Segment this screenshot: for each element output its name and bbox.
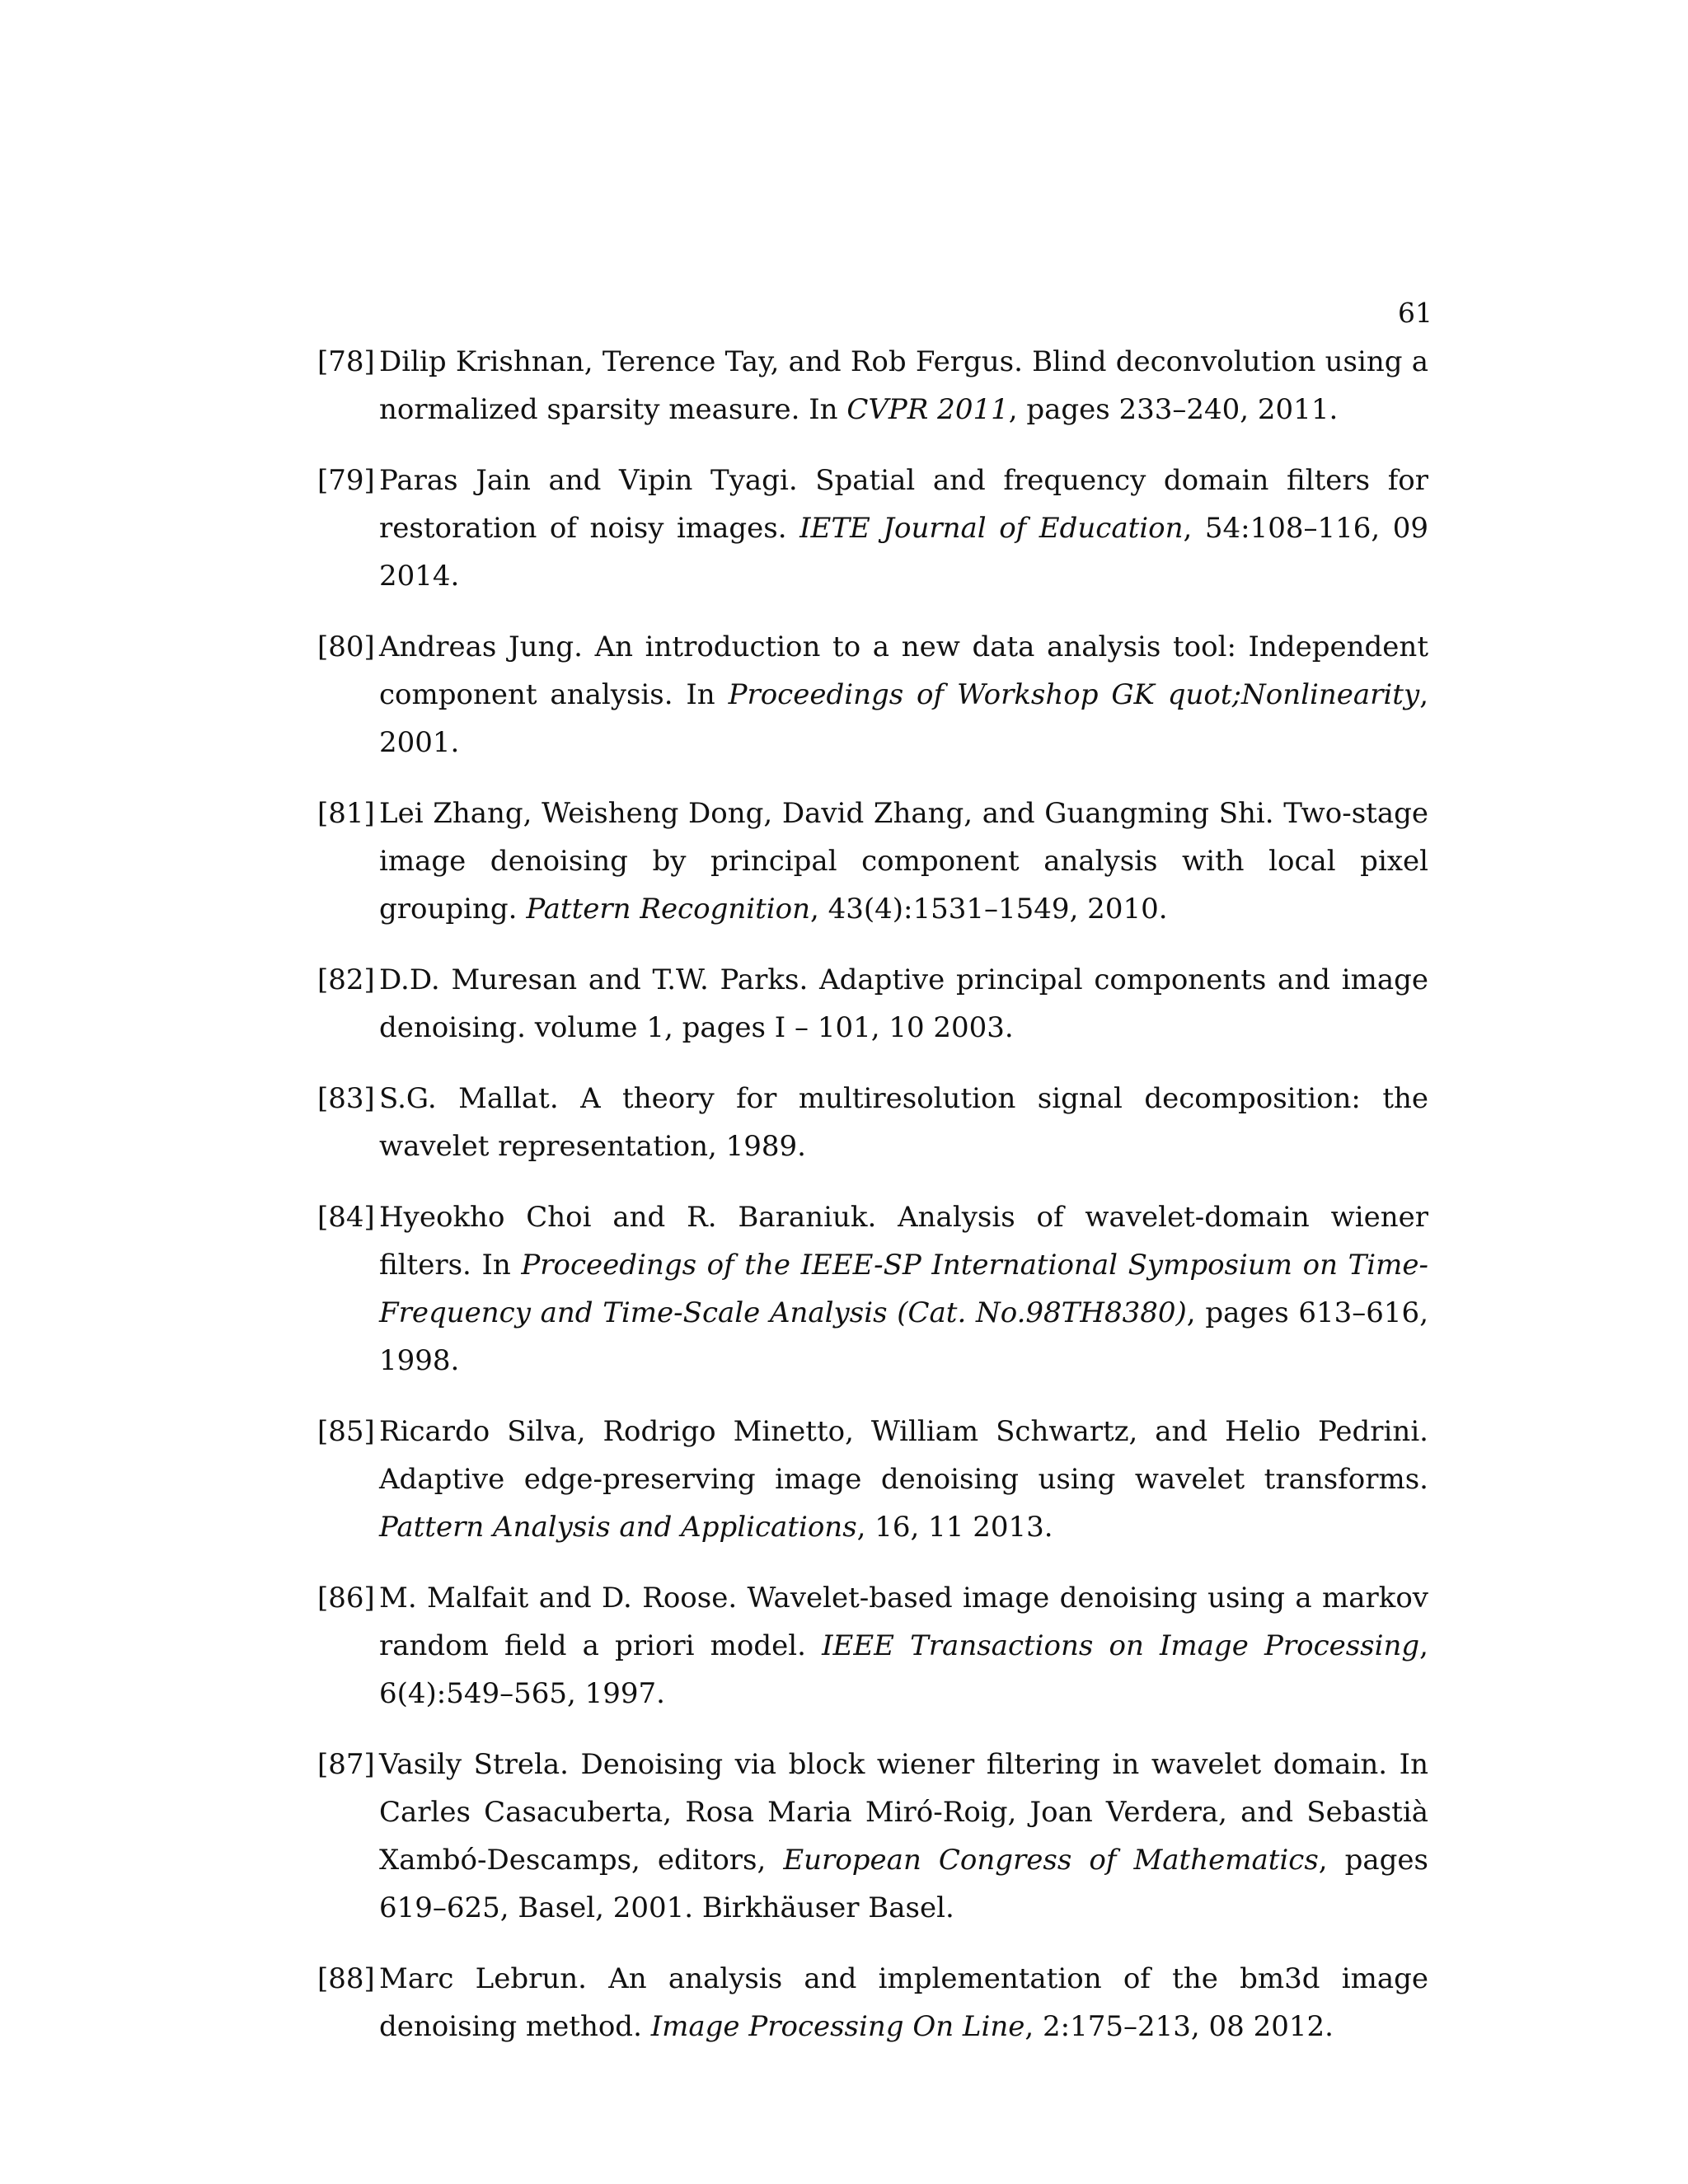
reference-authors-title: Marc Lebrun. An analysis and implementation of the bm3d image denoising method.	[379, 1962, 1428, 2043]
reference-label: [78]	[317, 345, 375, 378]
reference-venue: Proceedings of Workshop GK quot;Nonlinearity	[728, 678, 1420, 711]
reference-authors-title: D.D. Muresan and T.W. Parks. Adaptive principal components and image denoising. volume 1, pages I – 101, 10 2003.	[379, 963, 1428, 1044]
reference-text	[379, 1408, 1428, 1551]
reference-label: [85]	[317, 1415, 375, 1448]
reference-item-78	[317, 338, 1428, 434]
reference-label: [79]	[317, 464, 375, 497]
reference-label: [88]	[317, 1962, 375, 1995]
reference-item-83	[317, 1075, 1428, 1170]
reference-item-79	[317, 457, 1428, 600]
reference-label: [81]	[317, 797, 375, 830]
reference-item-82	[317, 956, 1428, 1052]
reference-text	[379, 623, 1428, 766]
reference-authors-title: Lei Zhang, Weisheng Dong, David Zhang, and Guangming Shi. Two-stage image denoising by principal component analysis with local pixel grouping.	[379, 797, 1428, 926]
reference-authors-title: Andreas Jung. An introduction to a new data analysis tool: Independent component analysis. In	[379, 630, 1428, 711]
reference-list	[317, 338, 1428, 2074]
reference-label: [87]	[317, 1748, 375, 1781]
reference-details: , 54:108–116, 09 2014.	[379, 512, 1429, 593]
reference-venue: European Congress of Mathematics	[783, 1844, 1319, 1877]
reference-details: , 2001.	[379, 678, 1428, 759]
reference-item-81	[317, 790, 1428, 933]
reference-item-87	[317, 1741, 1428, 1932]
reference-venue: Image Processing On Line	[650, 2010, 1025, 2043]
reference-authors-title: Paras Jain and Vipin Tyagi. Spatial and frequency domain filters for restoration of noisy images.	[379, 464, 1428, 545]
reference-text	[379, 338, 1428, 434]
reference-details: , pages 619–625, Basel, 2001. Birkhäuser Basel.	[379, 1844, 1428, 1924]
reference-venue: IETE Journal of Education	[799, 512, 1184, 545]
reference-authors-title: S.G. Mallat. A theory for multiresolution signal decomposition: the wavelet representation, 1989.	[379, 1082, 1428, 1163]
reference-details: , 16, 11 2013.	[856, 1511, 1053, 1544]
reference-label: [83]	[317, 1082, 375, 1115]
reference-details: , 2:175–213, 08 2012.	[1025, 2010, 1334, 2043]
reference-authors-title: M. Malfait and D. Roose. Wavelet-based image denoising using a markov random field a priori model.	[379, 1582, 1428, 1662]
reference-authors-title: Dilip Krishnan, Terence Tay, and Rob Fergus. Blind deconvolution using a normalized sparsity measure. In	[379, 345, 1428, 426]
reference-item-85	[317, 1408, 1428, 1551]
reference-label: [80]	[317, 630, 375, 663]
reference-venue: Pattern Analysis and Applications	[379, 1511, 857, 1544]
reference-details: , pages 233–240, 2011.	[1008, 393, 1339, 426]
reference-text	[379, 790, 1428, 933]
reference-text	[379, 956, 1428, 1052]
reference-text	[379, 457, 1428, 600]
reference-authors-title: Hyeokho Choi and R. Baraniuk. Analysis of wavelet-domain wiener filters. In	[379, 1201, 1428, 1282]
reference-label: [86]	[317, 1582, 375, 1615]
reference-venue: Proceedings of the IEEE-SP International Symposium on Time-Frequency and Time-Scale Analysis (Cat. No.98TH8380)	[379, 1249, 1429, 1329]
reference-text	[379, 1741, 1428, 1932]
reference-item-84	[317, 1193, 1428, 1385]
reference-authors-title: Vasily Strela. Denoising via block wiener filtering in wavelet domain. In Carles Casacuberta, Rosa Maria Miró-Roig, Joan Verdera, and Sebastià Xambó-Descamps, editors,	[379, 1748, 1428, 1877]
reference-venue: CVPR 2011	[846, 393, 1009, 426]
reference-label: [84]	[317, 1201, 375, 1234]
reference-item-86	[317, 1574, 1428, 1718]
reference-details: , 43(4):1531–1549, 2010.	[810, 893, 1168, 926]
reference-item-80	[317, 623, 1428, 766]
reference-text	[379, 1955, 1428, 2050]
reference-text	[379, 1075, 1428, 1170]
reference-authors-title: Ricardo Silva, Rodrigo Minetto, William Schwartz, and Helio Pedrini. Adaptive edge-preserving image denoising using wavelet transforms.	[379, 1415, 1428, 1496]
reference-details: , pages 613–616, 1998.	[379, 1296, 1428, 1377]
reference-venue: IEEE Transactions on Image Processing	[822, 1629, 1420, 1662]
reference-text	[379, 1193, 1428, 1385]
reference-text	[379, 1574, 1428, 1718]
reference-details: , 6(4):549–565, 1997.	[379, 1629, 1428, 1710]
reference-venue: Pattern Recognition	[526, 893, 811, 926]
reference-label: [82]	[317, 963, 375, 996]
page-number: 61	[1398, 297, 1432, 329]
reference-item-88	[317, 1955, 1428, 2050]
